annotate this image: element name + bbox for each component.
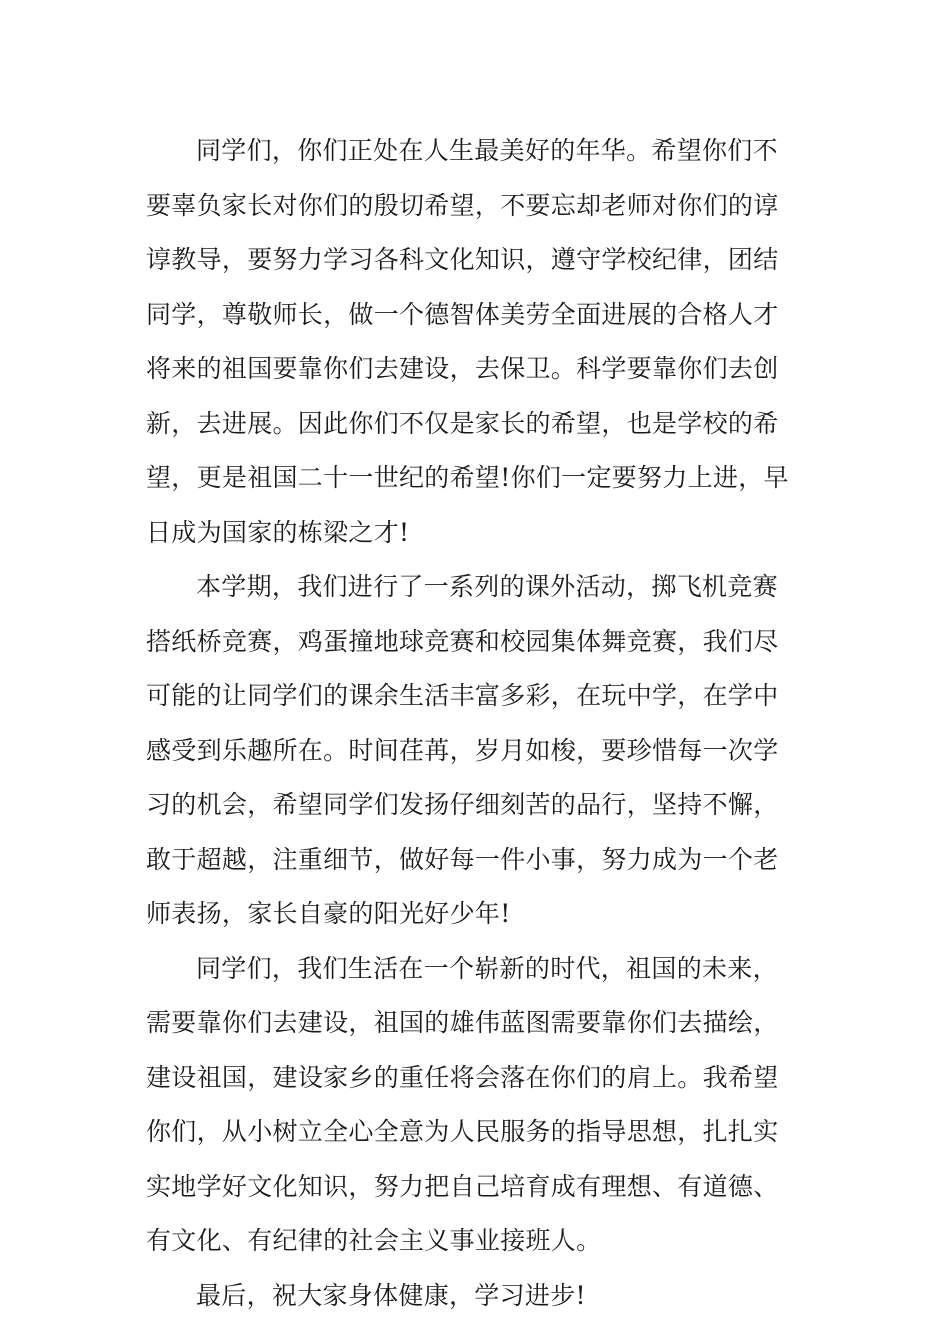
text-line: 习的机会，希望同学们发扬仔细刻苦的品行，坚持不懈， (146, 790, 779, 819)
paragraph-1 (146, 124, 811, 560)
text-line: 可能的让同学们的课余生活丰富多彩，在玩中学，在学中 (146, 681, 779, 710)
text-line: 搭纸桥竞赛，鸡蛋撞地球竞赛和校园集体舞竞赛，我们尽 (146, 626, 779, 656)
text-line: 实地学好文化知识，努力把自己培育成有理想、有道德、 (146, 1171, 779, 1201)
text-line: 师表扬，家长自豪的阳光好少年! (146, 899, 511, 928)
text-line: 谆教导，要努力学习各科文化知识，遵守学校纪律，团结 (146, 245, 779, 274)
paragraph-4 (146, 1269, 811, 1324)
text-line: 望，更是祖国二十一世纪的希望!你们一定要努力上进，早 (146, 463, 789, 492)
text-line: 需要靠你们去建设，祖国的雄伟蓝图需要靠你们去描绘， (146, 1008, 779, 1037)
text-line: 你们，从小树立全心全意为人民服务的指导思想，扎扎实 (146, 1117, 779, 1146)
text-line: 最后，祝大家身体健康，学习进步! (196, 1280, 586, 1310)
text-line: 感受到乐趣所在。时间荏苒，岁月如梭，要珍惜每一次学 (146, 735, 779, 765)
text-line: 建设祖国，建设家乡的重任将会落在你们的肩上。我希望 (146, 1062, 779, 1092)
paragraph-2 (146, 560, 811, 942)
text-line: 要辜负家长对你们的殷切希望，不要忘却老师对你们的谆 (146, 190, 779, 220)
text-line: 将来的祖国要靠你们去建设，去保卫。科学要靠你们去创 (146, 354, 779, 383)
speech-body (146, 124, 811, 1323)
text-line: 本学期，我们进行了一系列的课外活动，掷飞机竞赛 (196, 572, 778, 601)
text-line: 同学，尊敬师长，做一个德智体美劳全面进展的合格人才 (146, 299, 779, 329)
text-line: 新，去进展。因此你们不仅是家长的希望，也是学校的希 (146, 408, 779, 438)
text-line: 同学们，我们生活在一个崭新的时代，祖国的未来， (196, 953, 778, 983)
text-line: 敢于超越，注重细节，做好每一件小事，努力成为一个老 (146, 844, 779, 874)
text-line: 日成为国家的栋梁之才! (146, 517, 410, 547)
text-line: 有文化、有纪律的社会主义事业接班人。 (146, 1226, 602, 1255)
text-line: 同学们，你们正处在人生最美好的年华。希望你们不 (196, 136, 778, 165)
paragraph-3 (146, 942, 811, 1269)
